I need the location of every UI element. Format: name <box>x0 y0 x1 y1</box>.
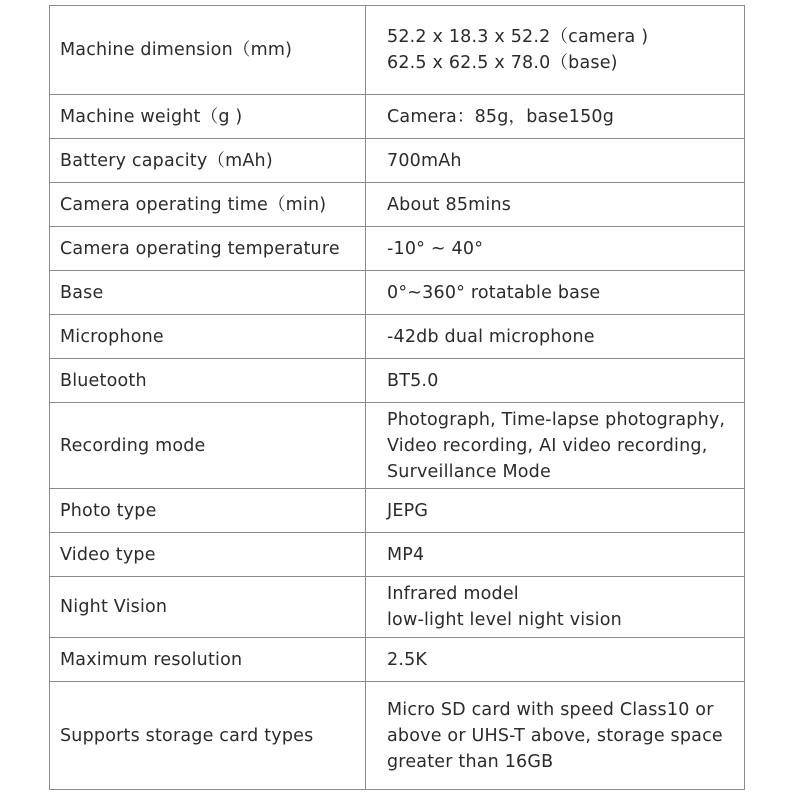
spec-row-recording-mode <box>50 403 745 489</box>
spec-label: Battery capacity（mAh) <box>50 139 366 183</box>
spec-label: Photo type <box>50 489 366 533</box>
spec-label: Camera operating time（min) <box>50 183 366 227</box>
spec-value: JEPG <box>366 489 745 533</box>
spec-row-max-resolution <box>50 638 745 682</box>
spec-row-microphone <box>50 315 745 359</box>
spec-row-video-type <box>50 533 745 577</box>
spec-label: Machine dimension（mm) <box>50 6 366 95</box>
spec-row-machine-weight <box>50 95 745 139</box>
spec-value: -10° ~ 40° <box>366 227 745 271</box>
spec-row-operating-time <box>50 183 745 227</box>
spec-value: -42db dual microphone <box>366 315 745 359</box>
spec-value: 0°~360° rotatable base <box>366 271 745 315</box>
spec-value: BT5.0 <box>366 359 745 403</box>
spec-label: Recording mode <box>50 403 366 489</box>
spec-row-photo-type <box>50 489 745 533</box>
spec-value: 2.5K <box>366 638 745 682</box>
spec-value: Photograph, Time-lapse photography, Video recording, AI video recording, Surveillance Mode <box>366 403 745 489</box>
spec-value: 700mAh <box>366 139 745 183</box>
spec-row-bluetooth <box>50 359 745 403</box>
spec-table <box>49 5 745 790</box>
spec-row-operating-temperature <box>50 227 745 271</box>
spec-value: Micro SD card with speed Class10 or above or UHS-T above, storage space greater than 16GB <box>366 682 745 790</box>
spec-value: Infrared model low-light level night vision <box>366 577 745 638</box>
spec-value: 52.2 x 18.3 x 52.2（camera ) 62.5 x 62.5 x 78.0（base) <box>366 6 745 95</box>
spec-row-machine-dimension <box>50 6 745 95</box>
spec-row-night-vision <box>50 577 745 638</box>
spec-label: Night Vision <box>50 577 366 638</box>
spec-label: Video type <box>50 533 366 577</box>
spec-label: Base <box>50 271 366 315</box>
spec-value: About 85mins <box>366 183 745 227</box>
spec-value: MP4 <box>366 533 745 577</box>
spec-label: Camera operating temperature <box>50 227 366 271</box>
spec-row-storage-card <box>50 682 745 790</box>
spec-row-base <box>50 271 745 315</box>
spec-label: Supports storage card types <box>50 682 366 790</box>
spec-label: Machine weight（g ) <box>50 95 366 139</box>
spec-label: Maximum resolution <box>50 638 366 682</box>
spec-label: Bluetooth <box>50 359 366 403</box>
spec-value: Camera：85g，base150g <box>366 95 745 139</box>
spec-label: Microphone <box>50 315 366 359</box>
spec-row-battery-capacity <box>50 139 745 183</box>
